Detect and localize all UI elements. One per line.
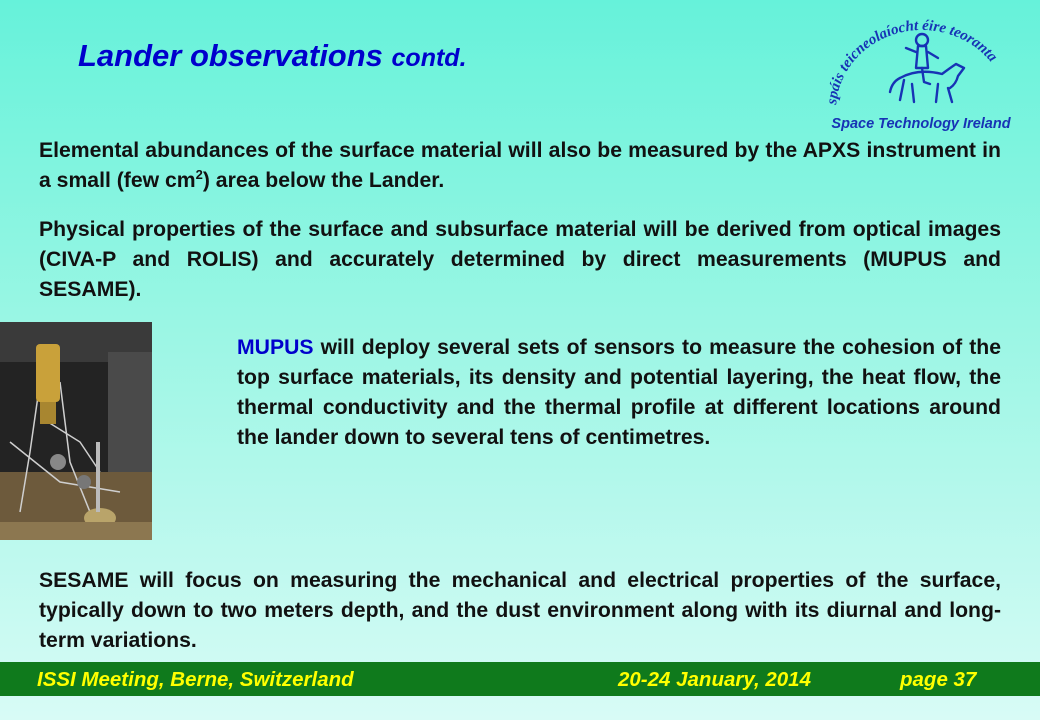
paragraph-apxs	[39, 136, 1001, 196]
mupus-highlight: MUPUS	[237, 336, 314, 359]
mupus-text: will deploy several sets of sensors to measure the cohesion of the top surface materials, its density and potential layering, the heat flow, the thermal conductivity and the thermal profile at different locations around the lander down to several tens of centimetres.	[237, 336, 1001, 449]
apxs-superscript: 2	[195, 166, 203, 182]
footer-date: 20-24 January, 2014	[618, 668, 811, 691]
paragraph-mupus	[237, 333, 1001, 453]
apxs-text: Elemental abundances of the surface material will also be measured by the APXS instrument in a small (few cm	[39, 139, 1001, 192]
footer-page-number: page 37	[900, 668, 977, 691]
slide-title-main: Lander observations	[78, 38, 392, 73]
logo-arc-text: spáis teicneolaíocht éire teoranta	[824, 18, 1001, 106]
slide-title	[78, 38, 467, 74]
slide-title-suffix: contd.	[391, 44, 467, 72]
paragraph-physical-properties: Physical properties of the surface and subsurface material will be derived from optical images (CIVA-P and ROLIS) and accurately determined by direct measurements (MUPUS and SESAME).	[39, 218, 1001, 301]
mupus-instrument-photo	[0, 322, 152, 540]
footer-bar	[0, 662, 1040, 696]
footer-meeting: ISSI Meeting, Berne, Switzerland	[37, 668, 354, 691]
space-technology-ireland-logo	[818, 18, 1024, 134]
logo-caption: Space Technology Ireland	[831, 116, 1011, 132]
paragraph-sesame: SESAME will focus on measuring the mechanical and electrical properties of the surface, typically down to two meters depth, and the dust environment along with its diurnal and long-term variations.	[39, 569, 1001, 652]
apxs-text-end: ) area below the Lander.	[202, 169, 445, 192]
